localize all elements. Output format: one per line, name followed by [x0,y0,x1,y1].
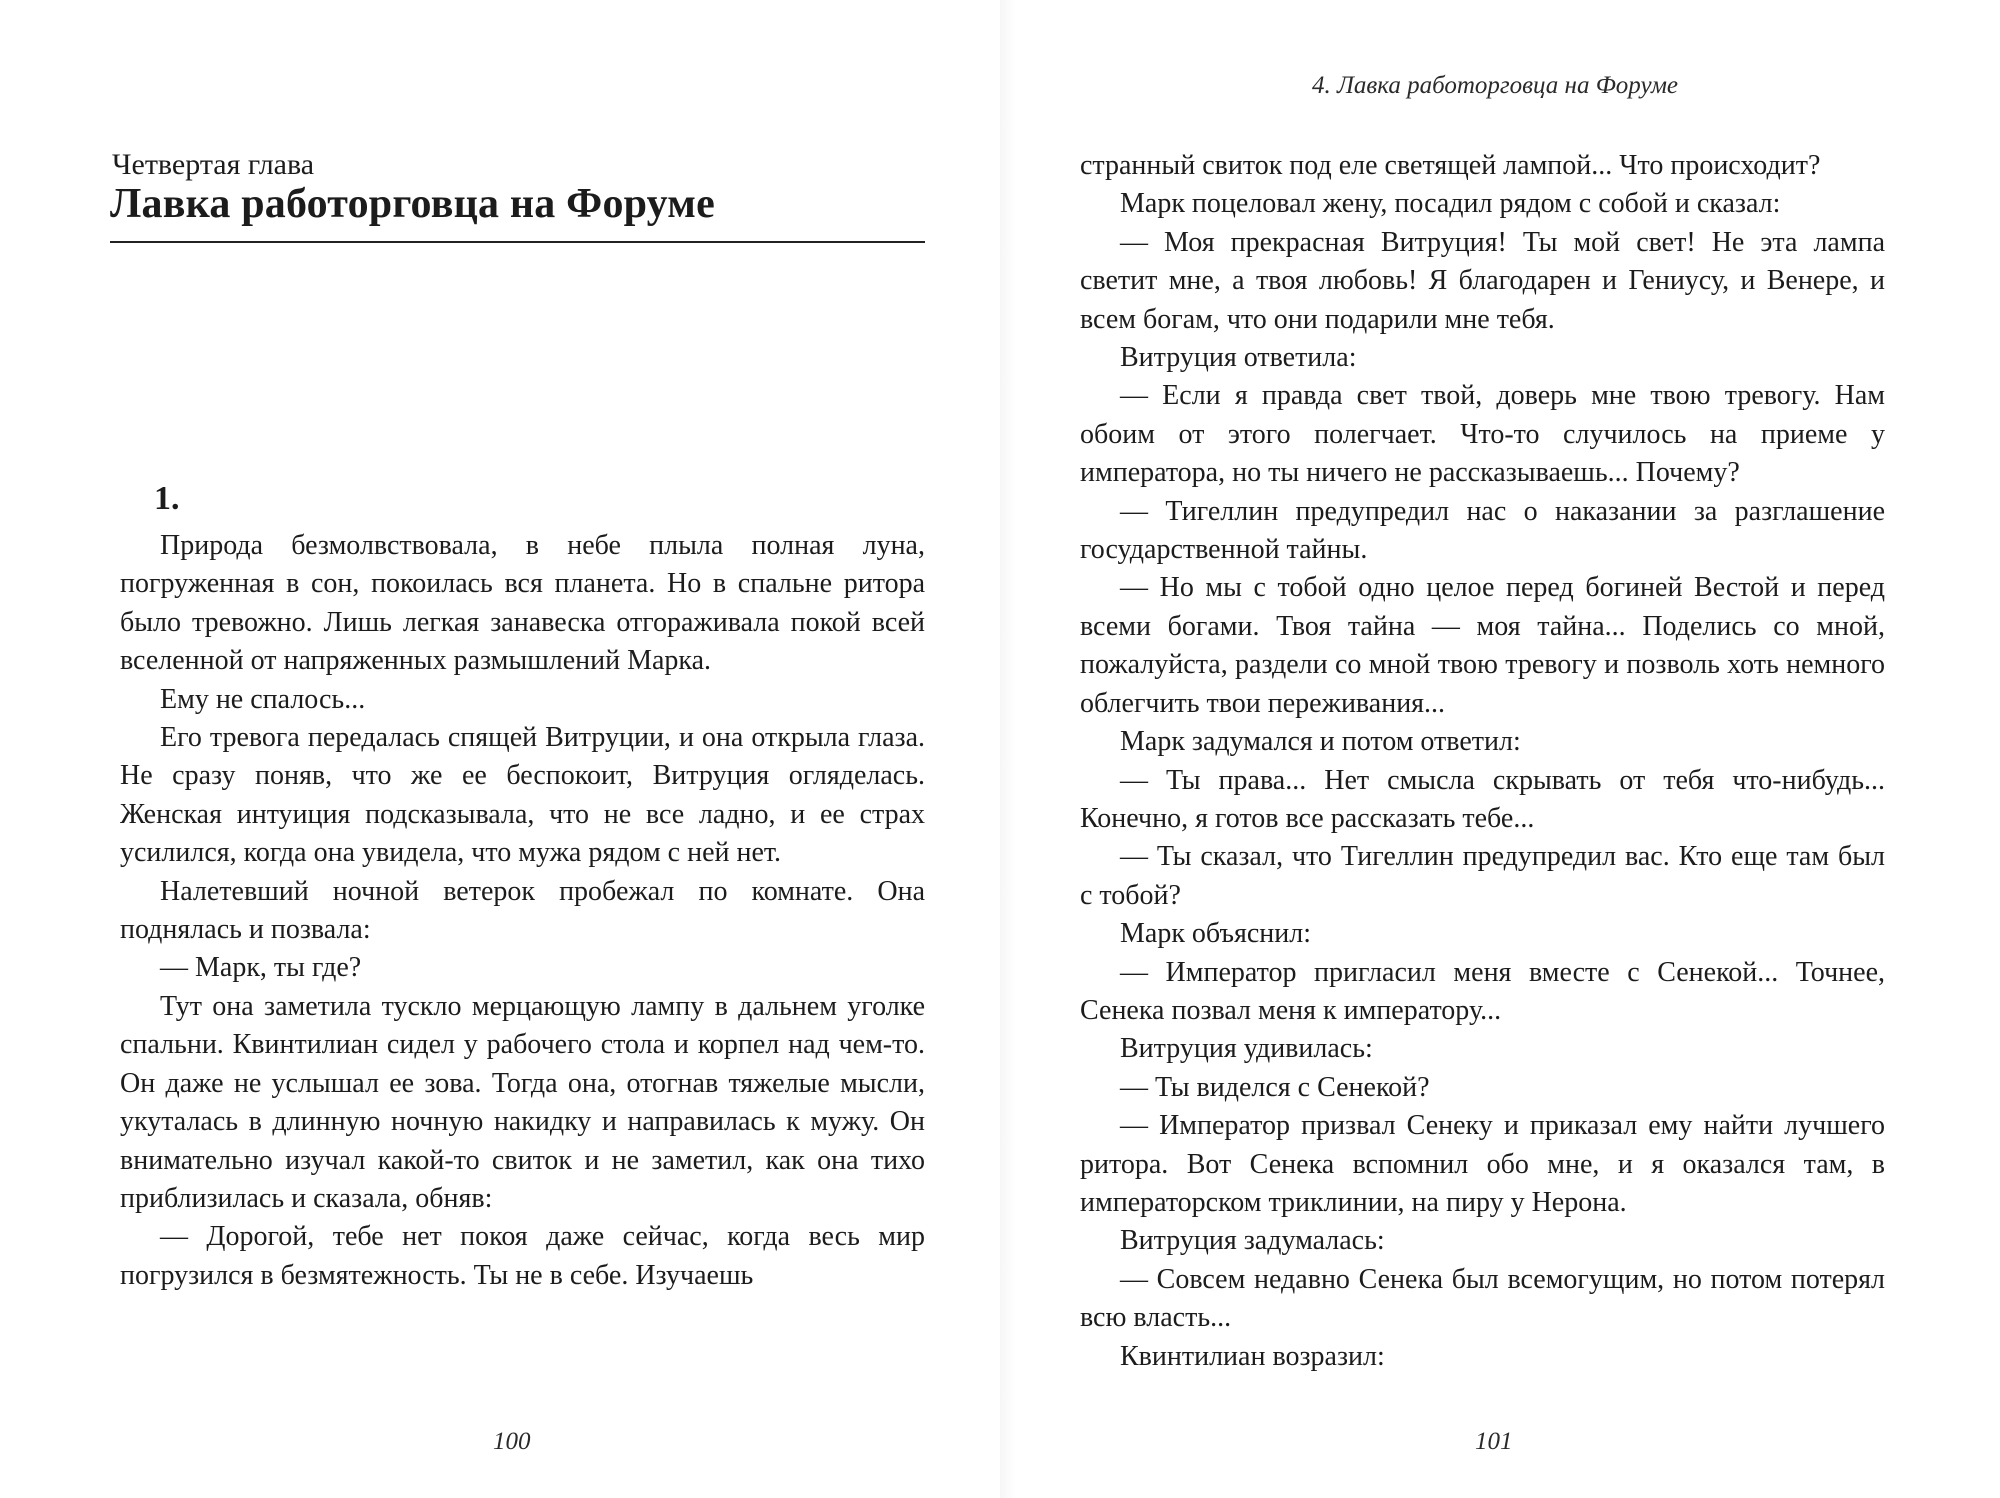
paragraph: Витруция удивилась: [1120,1033,1373,1065]
paragraph: Марк поцеловал жену, посадил рядом с собой и сказал: [1120,188,1781,220]
paragraph: — Ты права... Нет смысла скрывать от тебя что-нибудь... Конечно, я готов все рассказать тебе... [1080,764,1885,834]
paragraph: — Моя прекрасная Витруция! Ты мой свет! Не эта лампа светит мне, а твоя любовь! Я благодарен и Гениусу, и Венере, и всем богам, что они подарили мне тебя. [1080,226,1885,335]
paragraph: Его тревога передалась спящей Витруции, и она открыла глаза. Не сразу поняв, что же ее беспокоит, Витруция огляделась. Женская интуиция подсказывала, что не все ладно, и ее страх усилился, когда она увидела, что мужа рядом с ней нет. [120,722,925,869]
right-text-block [1080,147,1885,1376]
continuation-paragraph: странный свиток под еле светящей лампой... Что происходит? [1080,150,1821,181]
chapter-label: Четвертая глава [112,148,315,181]
paragraph: Ему не спалось... [160,683,366,715]
running-head: 4. Лавка работорговца на Форуме [1311,72,1678,99]
paragraph: Марк объяснил: [1120,918,1311,950]
page-number: 100 [493,1428,531,1455]
paragraph: Марк задумался и потом ответил: [1120,726,1521,758]
paragraph: — Совсем недавно Сенека был всемогущим, но потом потерял всю власть... [1080,1263,1885,1334]
paragraph: Природа безмолвствовала, в небе плыла полная луна, погруженная в сон, покоилась вся планета. Но в спальне ритора было тревожно. Лишь легкая занавеска отгораживала покой всей вселенной от напряженных размышлений Марка. [120,530,925,677]
paragraph: Витруция задумалась: [1120,1225,1385,1257]
page-number: 101 [1475,1428,1513,1455]
section-number: 1. [154,480,180,517]
paragraph: Налетевший ночной ветерок пробежал по комнате. Она поднялась и позвала: [120,875,925,946]
left-text-block [120,527,925,1295]
paragraph: Витруция ответила: [1120,342,1357,374]
paragraph: — Марк, ты где? [160,952,362,984]
right-page [1000,0,2000,1498]
paragraph: — Дорогой, тебе нет покоя даже сейчас, когда весь мир погрузился в безмятежность. Ты не в себе. Изучаешь [120,1221,925,1291]
paragraph: — Император призвал Сенеку и приказал ему найти лучшего ритора. Вот Сенека вспомнил обо мне, и я оказался там, в императорском триклинии, на пиру у Нерона. [1080,1110,1885,1218]
paragraph: Тут она заметила тускло мерцающую лампу в дальнем уголке спальни. Квинтилиан сидел у рабочего стола и корпел над чем-то. Он даже не услышал ее зова. Тогда она, отогнав тяжелые мысли, укуталась в длинную ночную накидку и направилась к мужу. Он внимательно изучал какой-то свиток и не заметил, как она тихо приблизилась и сказала, обняв: [120,990,925,1214]
paragraph: — Но мы с тобой одно целое перед богиней Вестой и перед всеми богами. Твоя тайна — моя тайна... Поделись со мной, пожалуйста, раздели со мной твою тревогу и позволь хоть немного облегчить твои переживания... [1080,572,1885,719]
paragraph: Квинтилиан возразил: [1120,1340,1385,1372]
paragraph: — Император пригласил меня вместе с Сенекой... Точнее, Сенека позвал меня к императору... [1080,956,1885,1026]
title-rule [110,241,925,243]
paragraph: — Ты виделся с Сенекой? [1120,1071,1430,1103]
paragraph: — Тигеллин предупредил нас о наказании за разглашение государственной тайны. [1080,495,1885,566]
paragraph: — Если я правда свет твой, доверь мне твою тревогу. Нам обоим от этого полегчает. Что-то случилось на приеме у императора, но ты ничего не рассказываешь... Почему? [1080,380,1885,489]
paragraph: — Ты сказал, что Тигеллин предупредил вас. Кто еще там был с тобой? [1080,841,1885,911]
chapter-title: Лавка работорговца на Форуме [110,181,715,227]
